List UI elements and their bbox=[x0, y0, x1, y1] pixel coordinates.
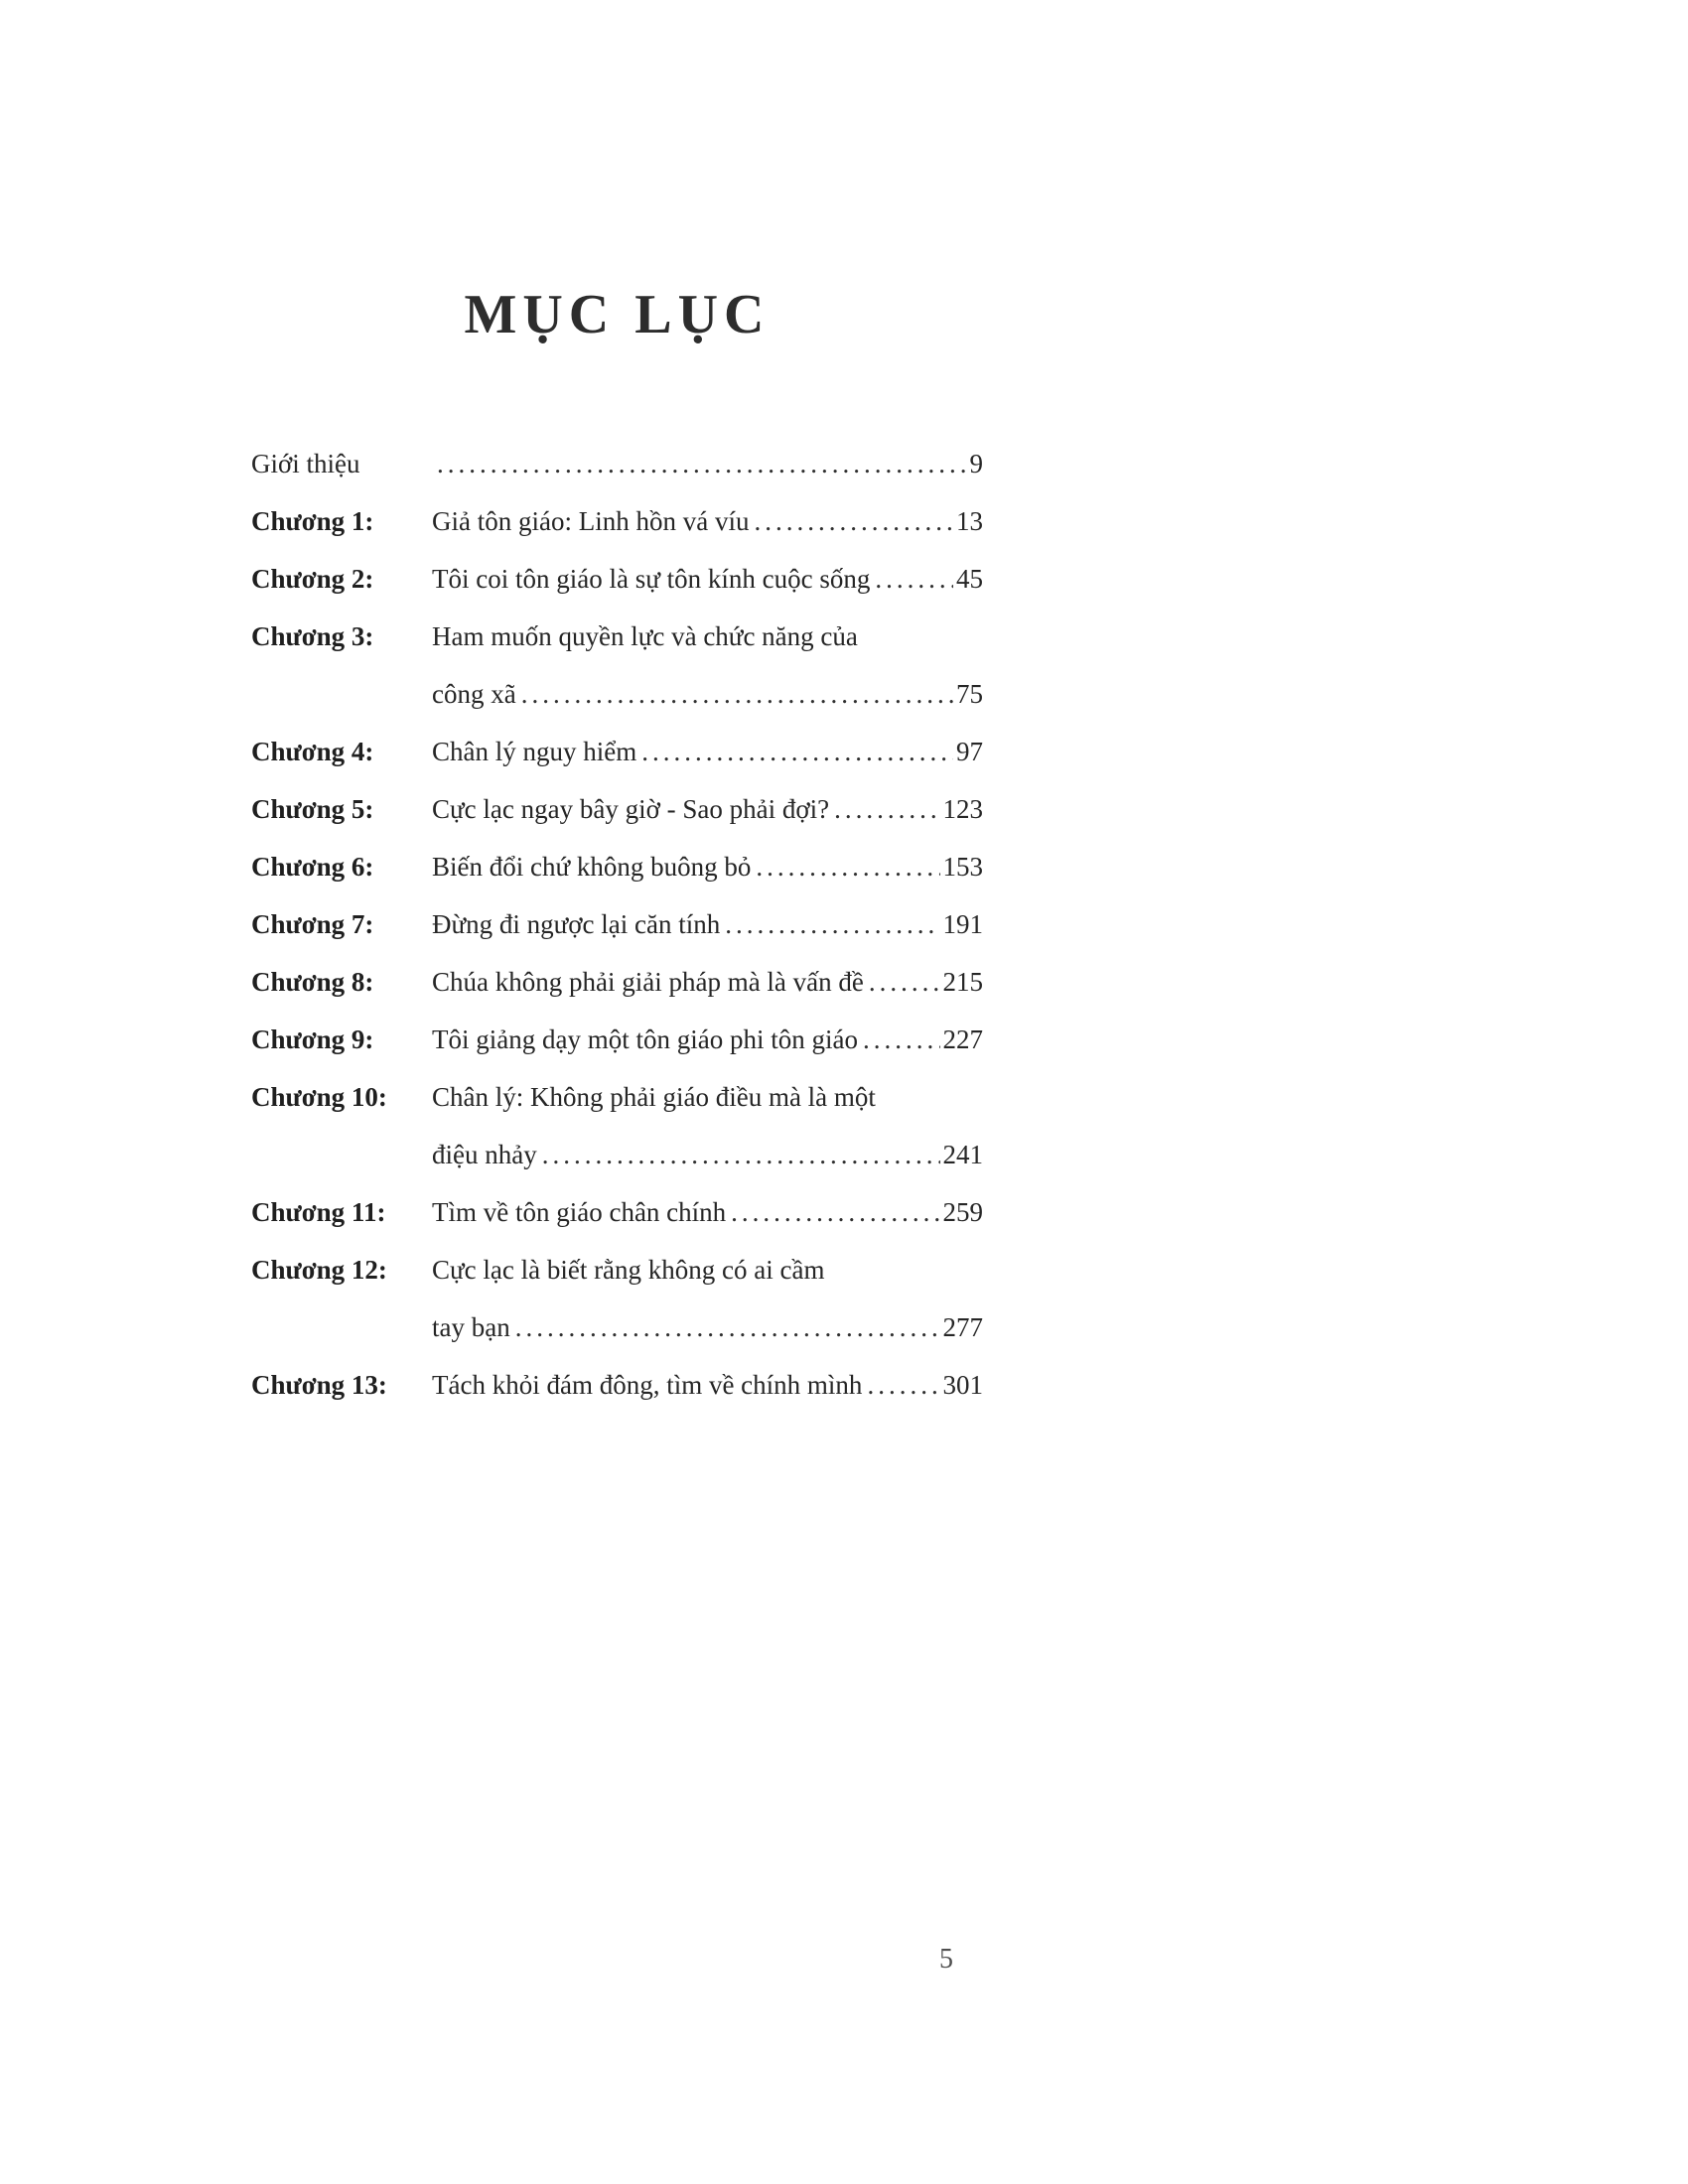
toc-entry-title: Tôi coi tôn giáo là sự tôn kính cuộc sống bbox=[432, 564, 871, 594]
toc-row bbox=[251, 953, 983, 1011]
toc-entry-label: Chương 3: bbox=[251, 621, 374, 651]
toc-entry-line bbox=[432, 953, 983, 1011]
toc-entry-lines bbox=[432, 1183, 983, 1241]
toc-row bbox=[251, 608, 983, 723]
toc-entry-label: Chương 2: bbox=[251, 564, 374, 594]
toc-entry-lines bbox=[432, 550, 983, 608]
toc-entry-page-number: 241 bbox=[942, 1140, 983, 1169]
toc-entry-label: Chương 10: bbox=[251, 1082, 387, 1112]
page-title: MỤC LỤC bbox=[464, 284, 771, 345]
dot-leader bbox=[754, 492, 953, 550]
toc-entry-line bbox=[432, 838, 983, 895]
toc-entry-page-number: 259 bbox=[942, 1197, 983, 1227]
dot-leader bbox=[725, 895, 939, 953]
toc-entry-line bbox=[432, 1126, 983, 1183]
toc-entry-title: Chân lý nguy hiểm bbox=[432, 737, 637, 766]
toc-entry-label: Chương 8: bbox=[251, 967, 374, 997]
toc-entry-lines bbox=[432, 1011, 983, 1068]
toc-entry-title: Tìm về tôn giáo chân chính bbox=[432, 1197, 727, 1227]
toc-entry-line bbox=[432, 1241, 983, 1298]
toc-entry-label: Chương 6: bbox=[251, 852, 374, 882]
toc-entry-lines bbox=[432, 953, 983, 1011]
dot-leader bbox=[756, 838, 939, 895]
toc-entry-line bbox=[432, 1356, 983, 1414]
toc-entry-page-number: 97 bbox=[956, 737, 983, 766]
dot-leader bbox=[437, 435, 967, 492]
toc-entry-page-number: 301 bbox=[942, 1370, 983, 1400]
toc-entry-page-number: 123 bbox=[942, 794, 983, 824]
toc-entry-lines bbox=[432, 780, 983, 838]
toc-row bbox=[251, 895, 983, 953]
toc-row bbox=[251, 838, 983, 895]
toc-entry-page-number: 191 bbox=[942, 909, 983, 939]
toc-entry-lines bbox=[432, 492, 983, 550]
dot-leader bbox=[834, 780, 939, 838]
toc-entry-label: Chương 9: bbox=[251, 1024, 374, 1054]
toc-row bbox=[251, 1356, 983, 1414]
toc-row bbox=[251, 1011, 983, 1068]
toc-entry-lines bbox=[432, 1356, 983, 1414]
toc-entry-title: Giả tôn giáo: Linh hồn vá víu bbox=[432, 506, 750, 536]
toc-entry-line bbox=[432, 1183, 983, 1241]
dot-leader bbox=[867, 1356, 939, 1414]
toc-entry-page-number: 13 bbox=[956, 506, 983, 536]
dot-leader bbox=[863, 1011, 940, 1068]
toc-entry-line bbox=[432, 1011, 983, 1068]
toc-entry-line bbox=[432, 665, 983, 723]
toc-entry-line bbox=[432, 435, 983, 492]
toc-entry-title: Cực lạc ngay bây giờ - Sao phải đợi? bbox=[432, 794, 830, 824]
toc-entry-page-number: 45 bbox=[956, 564, 983, 594]
toc-entry-page-number: 75 bbox=[956, 679, 983, 709]
toc-entry-page-number: 215 bbox=[942, 967, 983, 997]
dot-leader bbox=[869, 953, 940, 1011]
toc-entry-title: Chân lý: Không phải giáo điều mà là một bbox=[432, 1082, 876, 1112]
toc-entry-label: Chương 5: bbox=[251, 794, 374, 824]
toc-entry-label: Chương 11: bbox=[251, 1197, 386, 1227]
toc-entry-line bbox=[432, 608, 983, 665]
dot-leader bbox=[515, 1298, 940, 1356]
toc-entry-title: công xã bbox=[432, 679, 516, 709]
toc-entry-lines bbox=[432, 838, 983, 895]
toc-row bbox=[251, 435, 983, 492]
toc-entry-title: Tôi giảng dạy một tôn giáo phi tôn giáo bbox=[432, 1024, 858, 1054]
toc-entry-line bbox=[432, 492, 983, 550]
toc-entry-page-number: 153 bbox=[942, 852, 983, 882]
toc-entry-line bbox=[432, 1298, 983, 1356]
toc-entry-page-number: 277 bbox=[942, 1312, 983, 1342]
toc-entry-page-number: 9 bbox=[969, 449, 983, 478]
toc-entry-label: Chương 13: bbox=[251, 1370, 387, 1400]
toc-list bbox=[251, 435, 983, 1414]
toc-row bbox=[251, 492, 983, 550]
toc-entry-label: Chương 4: bbox=[251, 737, 374, 766]
toc-entry-title: tay bạn bbox=[432, 1312, 510, 1342]
dot-leader bbox=[542, 1126, 940, 1183]
toc-entry-lines bbox=[432, 608, 983, 723]
toc-entry-lines bbox=[432, 723, 983, 780]
toc-entry-lines bbox=[432, 1068, 983, 1183]
toc-entry-title: Chúa không phải giải pháp mà là vấn đề bbox=[432, 967, 864, 997]
toc-entry-title: Biến đổi chứ không buông bỏ bbox=[432, 852, 752, 882]
toc-entry-title: điệu nhảy bbox=[432, 1140, 537, 1169]
toc-entry-line bbox=[432, 723, 983, 780]
toc-entry-title: Đừng đi ngược lại căn tính bbox=[432, 909, 721, 939]
toc-row bbox=[251, 1068, 983, 1183]
dot-leader bbox=[731, 1183, 939, 1241]
toc-row bbox=[251, 723, 983, 780]
toc-entry-line bbox=[432, 550, 983, 608]
toc-row bbox=[251, 1183, 983, 1241]
toc-entry-title: Cực lạc là biết rằng không có ai cầm bbox=[432, 1255, 825, 1285]
toc-entry-label: Giới thiệu bbox=[251, 449, 360, 478]
toc-entry-label: Chương 7: bbox=[251, 909, 374, 939]
dot-leader bbox=[875, 550, 953, 608]
folio-page-number: 5 bbox=[939, 1944, 953, 1975]
toc-entry-lines bbox=[432, 1241, 983, 1356]
toc-entry-line bbox=[432, 780, 983, 838]
dot-leader bbox=[521, 665, 953, 723]
toc-row bbox=[251, 1241, 983, 1356]
toc-entry-lines bbox=[432, 895, 983, 953]
toc-entry-title: Tách khỏi đám đông, tìm về chính mình bbox=[432, 1370, 863, 1400]
dot-leader bbox=[641, 723, 953, 780]
toc-entry-label: Chương 12: bbox=[251, 1255, 387, 1285]
toc-entry-title: Ham muốn quyền lực và chức năng của bbox=[432, 621, 858, 651]
toc-row bbox=[251, 550, 983, 608]
toc-entry-page-number: 227 bbox=[942, 1024, 983, 1054]
toc-entry-label: Chương 1: bbox=[251, 506, 374, 536]
toc-row bbox=[251, 780, 983, 838]
toc-entry-lines bbox=[432, 435, 983, 492]
toc-entry-line bbox=[432, 1068, 983, 1126]
toc-entry-line bbox=[432, 895, 983, 953]
